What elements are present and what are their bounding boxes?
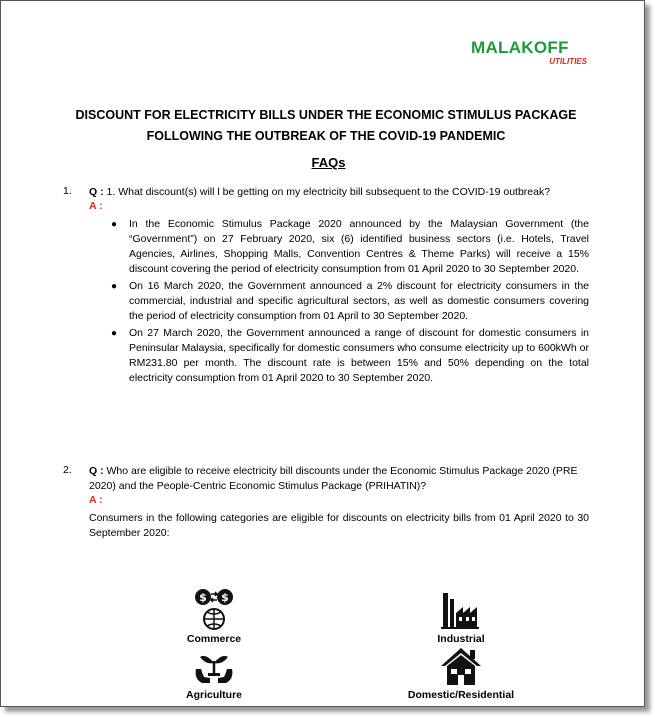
category-industrial: [401, 587, 521, 645]
house-icon: [439, 645, 483, 687]
bullet-text: On 27 March 2020, the Government announced a range of discount for domestic consumers in Peninsular Malaysia, specifically for domestic consumers who consume electricity up to 600kWh or RM231.80 per month. The discount rate is between 15% and 50% depending on the total electricity consumption from 01 April 2020 to 30 September 2020.: [129, 327, 589, 384]
list-item: [109, 326, 589, 386]
title-line-1: DISCOUNT FOR ELECTRICITY BILLS UNDER THE ECONOMIC STIMULUS PACKAGE: [75, 108, 577, 122]
category-commerce: [172, 587, 256, 645]
faqs-heading: FAQs: [311, 155, 346, 170]
q2-question-text: Who are eligible to receive electricity bill discounts under the Economic Stimulus Package 2020 (PRE 2020) and the People-Centric Economic Stimulus Package (PRIHATIN)?: [89, 465, 578, 492]
category-domestic: [396, 645, 526, 701]
q1-answer-list: [109, 217, 589, 388]
q1-q-label: Q :: [89, 186, 104, 198]
q1-a-label: A :: [89, 200, 103, 212]
q1-number: 1.: [63, 185, 72, 197]
agriculture-icon: [192, 645, 236, 687]
bullet-icon: ●: [111, 219, 118, 230]
svg-text:$: $: [199, 591, 207, 604]
logo-subtitle: UTILITIES: [549, 57, 587, 66]
svg-text:$: $: [221, 591, 229, 604]
q2-a-label: A :: [89, 494, 103, 506]
bullet-icon: ●: [111, 328, 118, 339]
category-label: Agriculture: [185, 689, 242, 701]
category-label: Domestic/Residential: [407, 689, 515, 701]
list-item: [109, 279, 589, 324]
q1-question: [89, 185, 599, 200]
q2-number: 2.: [63, 464, 72, 476]
list-item: [109, 217, 589, 277]
logo-brand: MALAKOFF: [471, 38, 569, 57]
q1-question-text: 1. What discount(s) will l be getting on my electricity bill subsequent to the COVID-19 outbreak?: [106, 186, 551, 198]
category-agriculture: [172, 645, 256, 701]
q2-q-label: Q :: [89, 465, 104, 477]
company-logo: [471, 39, 591, 66]
q2-question: [89, 464, 589, 494]
q2-answer: Consumers in the following categories are eligible for discounts on electricity bills from 01 April 2020 to 30 September 2020:: [89, 512, 589, 539]
document-title: [31, 105, 621, 147]
title-line-2: FOLLOWING THE OUTBREAK OF THE COVID-19 PANDEMIC: [146, 129, 506, 143]
commerce-icon: [192, 587, 236, 631]
bullet-text: On 16 March 2020, the Government announced a 2% discount for electricity consumers in the commercial, industrial and specific agricultural sectors, as well as domestic consumers covering the period of electricity consumption from 01 April to 30 September 2020.: [129, 280, 589, 322]
bullet-text: In the Economic Stimulus Package 2020 announced by the Malaysian Government (the “Government”) on 27 February 2020, six (6) identified business sectors (i.e. Hotels, Travel Agencies, Airlines, Shopping Malls, Convention Centres & Theme Parks) will receive a 15% discount covering the period of electricity consumption from 01 April 2020 to 30 September 2020.: [129, 218, 589, 275]
bullet-icon: ●: [111, 281, 118, 292]
category-label: Industrial: [437, 633, 485, 645]
factory-icon: [439, 587, 483, 631]
category-label: Commerce: [186, 633, 242, 645]
